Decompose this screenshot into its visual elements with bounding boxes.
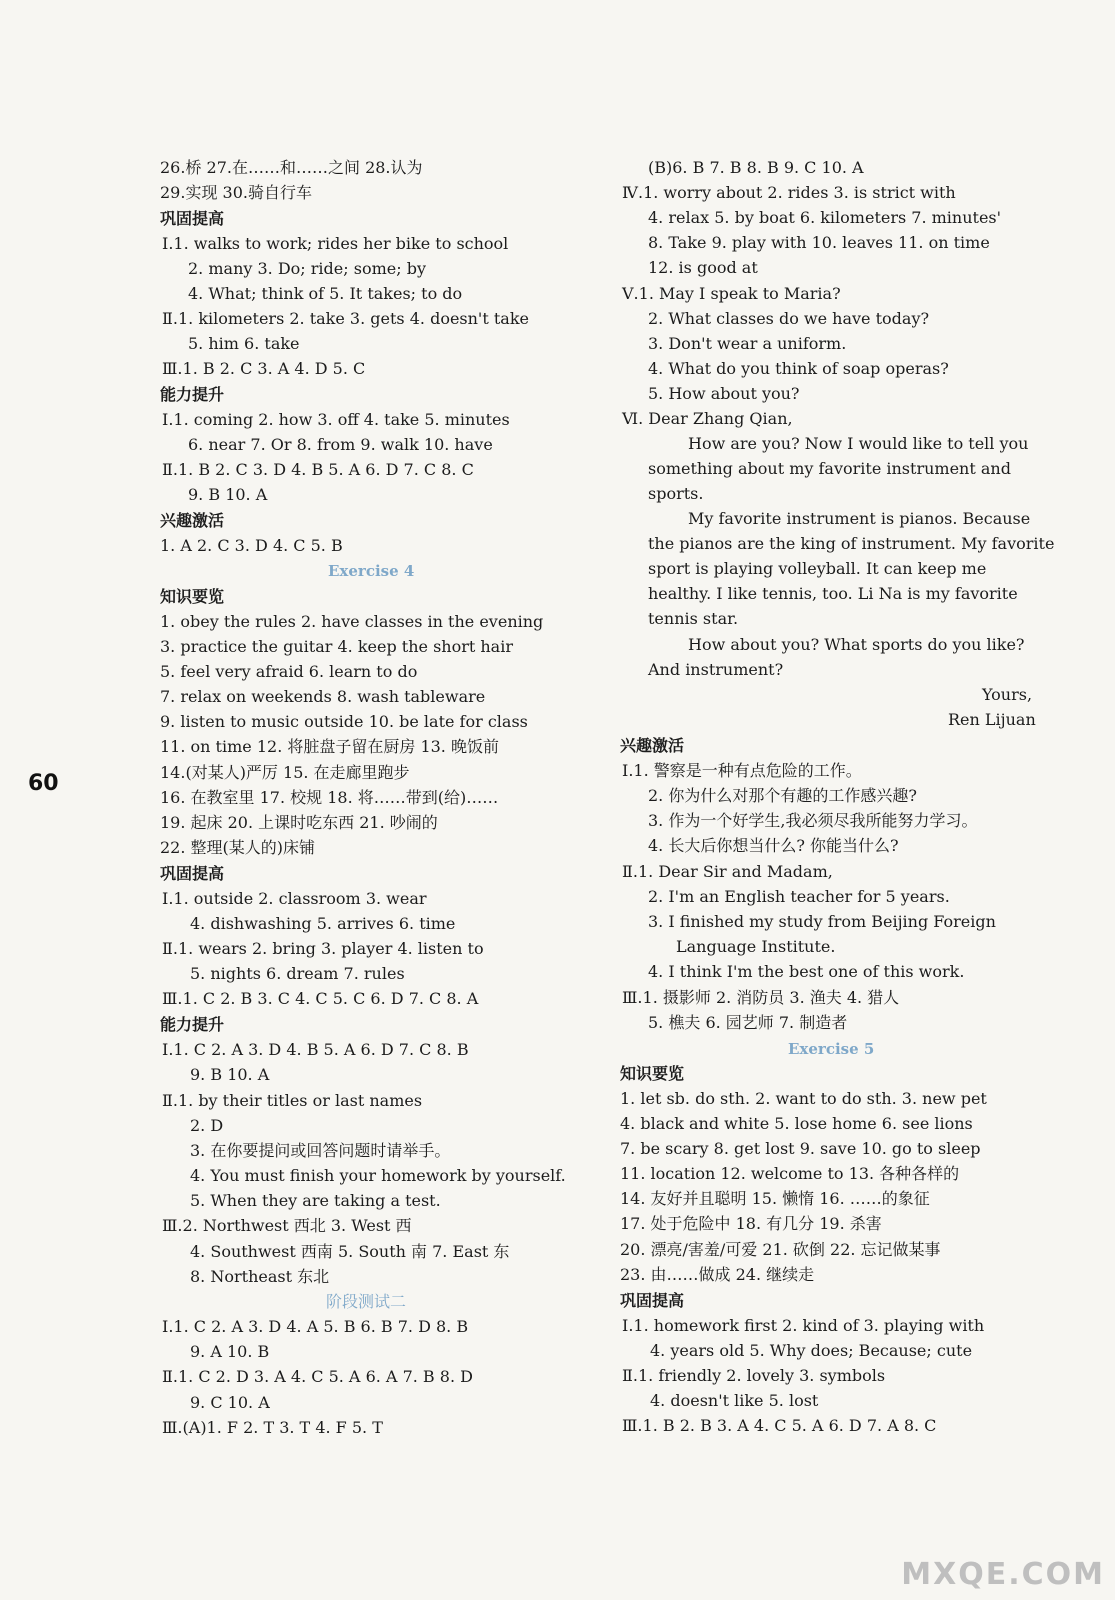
text-line: 8. Take 9. play with 10. leaves 11. on time <box>648 233 990 252</box>
text-line: 12. is good at <box>648 258 758 277</box>
text-line: Ⅱ.1. friendly 2. lovely 3. symbols <box>622 1366 886 1385</box>
text-line: Ⅲ.1. 摄影师 2. 消防员 3. 渔夫 4. 猎人 <box>622 988 900 1007</box>
letter-closing: Yours, <box>982 685 1033 704</box>
text-line: 5. 樵夫 6. 园艺师 7. 制造者 <box>648 1013 848 1032</box>
text-line: something about my favorite instrument and <box>648 459 1011 478</box>
text-line: 3. 在你要提问或回答问题时请举手。 <box>190 1141 451 1160</box>
text-line: 9. A 10. B <box>190 1342 270 1361</box>
text-line: 17. 处于危险中 18. 有几分 19. 杀害 <box>620 1214 882 1233</box>
text-line: 14. 友好并且聪明 15. 懒惰 16. ……的象征 <box>620 1189 930 1208</box>
text-line: Ⅰ.1. 警察是一种有点危险的工作。 <box>622 761 862 780</box>
text-line: Ⅱ.1. Dear Sir and Madam, <box>622 862 833 881</box>
text-line: 23. 由……做成 24. 继续走 <box>620 1265 815 1284</box>
text-line: 7. relax on weekends 8. wash tableware <box>160 687 486 706</box>
section-heading: 知识要览 <box>620 1064 685 1083</box>
text-line: Ⅰ.1. homework first 2. kind of 3. playing with <box>622 1316 985 1335</box>
text-line: 2. What classes do we have today? <box>648 309 930 328</box>
text-line: Ⅲ.(A)1. F 2. T 3. T 4. F 5. T <box>162 1418 383 1437</box>
text-line: 4. doesn't like 5. lost <box>650 1391 819 1410</box>
text-line: (B)6. B 7. B 8. B 9. C 10. A <box>648 158 864 177</box>
section-heading: 巩固提高 <box>160 209 225 228</box>
text-line: Ⅲ.1. C 2. B 3. C 4. C 5. C 6. D 7. C 8. A <box>162 989 479 1008</box>
text-line: Ⅱ.1. kilometers 2. take 3. gets 4. doesn't take <box>162 309 529 328</box>
text-line: Ⅰ.1. C 2. A 3. D 4. A 5. B 6. B 7. D 8. B <box>162 1317 469 1336</box>
section-heading: 知识要览 <box>160 587 225 606</box>
text-line: 4. What; think of 5. It takes; to do <box>188 284 463 303</box>
section-heading: 巩固提高 <box>620 1291 685 1310</box>
text-line: Ⅱ.1. wears 2. bring 3. player 4. listen to <box>162 939 484 958</box>
text-line: 5. nights 6. dream 7. rules <box>190 964 405 983</box>
section-heading: 兴趣激活 <box>160 511 225 530</box>
text-line: Ⅰ.1. outside 2. classroom 3. wear <box>162 889 427 908</box>
text-line: 4. dishwashing 5. arrives 6. time <box>190 914 456 933</box>
text-line: 4. I think I'm the best one of this work. <box>648 962 965 981</box>
text-line: 4. years old 5. Why does; Because; cute <box>650 1341 973 1360</box>
text-line: 9. B 10. A <box>188 485 268 504</box>
text-line: 6. near 7. Or 8. from 9. walk 10. have <box>188 435 493 454</box>
text-line: 1. A 2. C 3. D 4. C 5. B <box>160 536 343 555</box>
text-line: 29.实现 30.骑自行车 <box>160 183 312 202</box>
text-line: 26.桥 27.在……和……之间 28.认为 <box>160 158 423 177</box>
text-line: 14.(对某人)严厉 15. 在走廊里跑步 <box>160 763 410 782</box>
text-line: Ⅲ.1. B 2. C 3. A 4. D 5. C <box>162 359 366 378</box>
text-line: 5. feel very afraid 6. learn to do <box>160 662 418 681</box>
watermark-logo: MXQE.COM <box>901 1557 1105 1592</box>
text-line: Ⅱ.1. B 2. C 3. D 4. B 5. A 6. D 7. C 8. C <box>162 460 474 479</box>
text-line: How about you? What sports do you like? <box>688 635 1025 654</box>
text-line: 8. Northeast 东北 <box>190 1267 330 1286</box>
text-line: Ⅴ.1. May I speak to Maria? <box>622 284 841 303</box>
text-line: 11. location 12. welcome to 13. 各种各样的 <box>620 1164 960 1183</box>
text-line: Ⅲ.1. B 2. B 3. A 4. C 5. A 6. D 7. A 8. C <box>622 1416 937 1435</box>
text-line: 5. him 6. take <box>188 334 300 353</box>
text-line: 3. 作为一个好学生,我必须尽我所能努力学习。 <box>648 811 978 830</box>
text-line: Ⅱ.1. C 2. D 3. A 4. C 5. A 6. A 7. B 8. D <box>162 1367 473 1386</box>
text-line: 2. I'm an English teacher for 5 years. <box>648 887 950 906</box>
text-line: 9. B 10. A <box>190 1065 270 1084</box>
text-line: 19. 起床 20. 上课时吃东西 21. 吵闹的 <box>160 813 438 832</box>
section-heading: 巩固提高 <box>160 864 225 883</box>
exercise-title: Exercise 5 <box>788 1040 875 1058</box>
text-line: Language Institute. <box>676 937 836 956</box>
text-line: 2. D <box>190 1116 224 1135</box>
text-line: 16. 在教室里 17. 校规 18. 将……带到(给)…… <box>160 788 499 807</box>
text-line: 20. 漂亮/害羞/可爱 21. 砍倒 22. 忘记做某事 <box>620 1240 941 1259</box>
text-line: And instrument? <box>648 660 784 679</box>
letter-signature: Ren Lijuan <box>948 710 1036 729</box>
section-heading: 兴趣激活 <box>620 736 685 755</box>
text-line: Ⅰ.1. coming 2. how 3. off 4. take 5. minutes <box>162 410 510 429</box>
section-heading: 能力提升 <box>160 385 225 404</box>
text-line: 3. I finished my study from Beijing Foreign <box>648 912 996 931</box>
text-line: 4. 长大后你想当什么? 你能当什么? <box>648 836 899 855</box>
text-line: 7. be scary 8. get lost 9. save 10. go to sleep <box>620 1139 981 1158</box>
text-line: tennis star. <box>648 609 739 628</box>
text-line: Ⅲ.2. Northwest 西北 3. West 西 <box>162 1216 412 1235</box>
text-line: 3. Don't wear a uniform. <box>648 334 847 353</box>
text-line: Ⅱ.1. by their titles or last names <box>162 1091 423 1110</box>
text-line: sports. <box>648 484 704 503</box>
section-heading: 能力提升 <box>160 1015 225 1034</box>
text-line: 4. Southwest 西南 5. South 南 7. East 东 <box>190 1242 510 1261</box>
text-line: Ⅰ.1. walks to work; rides her bike to school <box>162 234 509 253</box>
text-line: 4. What do you think of soap operas? <box>648 359 949 378</box>
text-line: My favorite instrument is pianos. Because <box>688 509 1031 528</box>
text-line: 4. relax 5. by boat 6. kilometers 7. minutes' <box>648 208 1002 227</box>
text-line: Ⅳ.1. worry about 2. rides 3. is strict with <box>622 183 956 202</box>
stage-test-title: 阶段测试二 <box>326 1292 407 1311</box>
text-line: 2. 你为什么对那个有趣的工作感兴趣? <box>648 786 917 805</box>
text-line: 22. 整理(某人的)床铺 <box>160 838 316 857</box>
page-number: 60 <box>28 771 59 796</box>
text-line: Ⅰ.1. C 2. A 3. D 4. B 5. A 6. D 7. C 8. B <box>162 1040 469 1059</box>
text-line: 5. How about you? <box>648 384 800 403</box>
text-line: 2. many 3. Do; ride; some; by <box>188 259 426 278</box>
text-line: 4. You must finish your homework by yourself. <box>190 1166 566 1185</box>
text-line: 9. listen to music outside 10. be late for class <box>160 712 528 731</box>
text-line: 1. let sb. do sth. 2. want to do sth. 3. new pet <box>620 1089 987 1108</box>
text-line: healthy. I like tennis, too. Li Na is my favorite <box>648 584 1018 603</box>
text-line: the pianos are the king of instrument. My favorite <box>648 534 1055 553</box>
text-line: sport is playing volleyball. It can keep me <box>648 559 987 578</box>
text-line: 3. practice the guitar 4. keep the short hair <box>160 637 513 656</box>
text-line: 11. on time 12. 将脏盘子留在厨房 13. 晚饭前 <box>160 737 499 756</box>
text-line: 9. C 10. A <box>190 1393 270 1412</box>
text-line: How are you? Now I would like to tell you <box>688 434 1029 453</box>
text-line: 4. black and white 5. lose home 6. see lions <box>620 1114 973 1133</box>
text-line: 5. When they are taking a test. <box>190 1191 441 1210</box>
exercise-title: Exercise 4 <box>328 562 415 580</box>
text-line: Ⅵ. Dear Zhang Qian, <box>622 409 793 428</box>
text-line: 1. obey the rules 2. have classes in the evening <box>160 612 544 631</box>
